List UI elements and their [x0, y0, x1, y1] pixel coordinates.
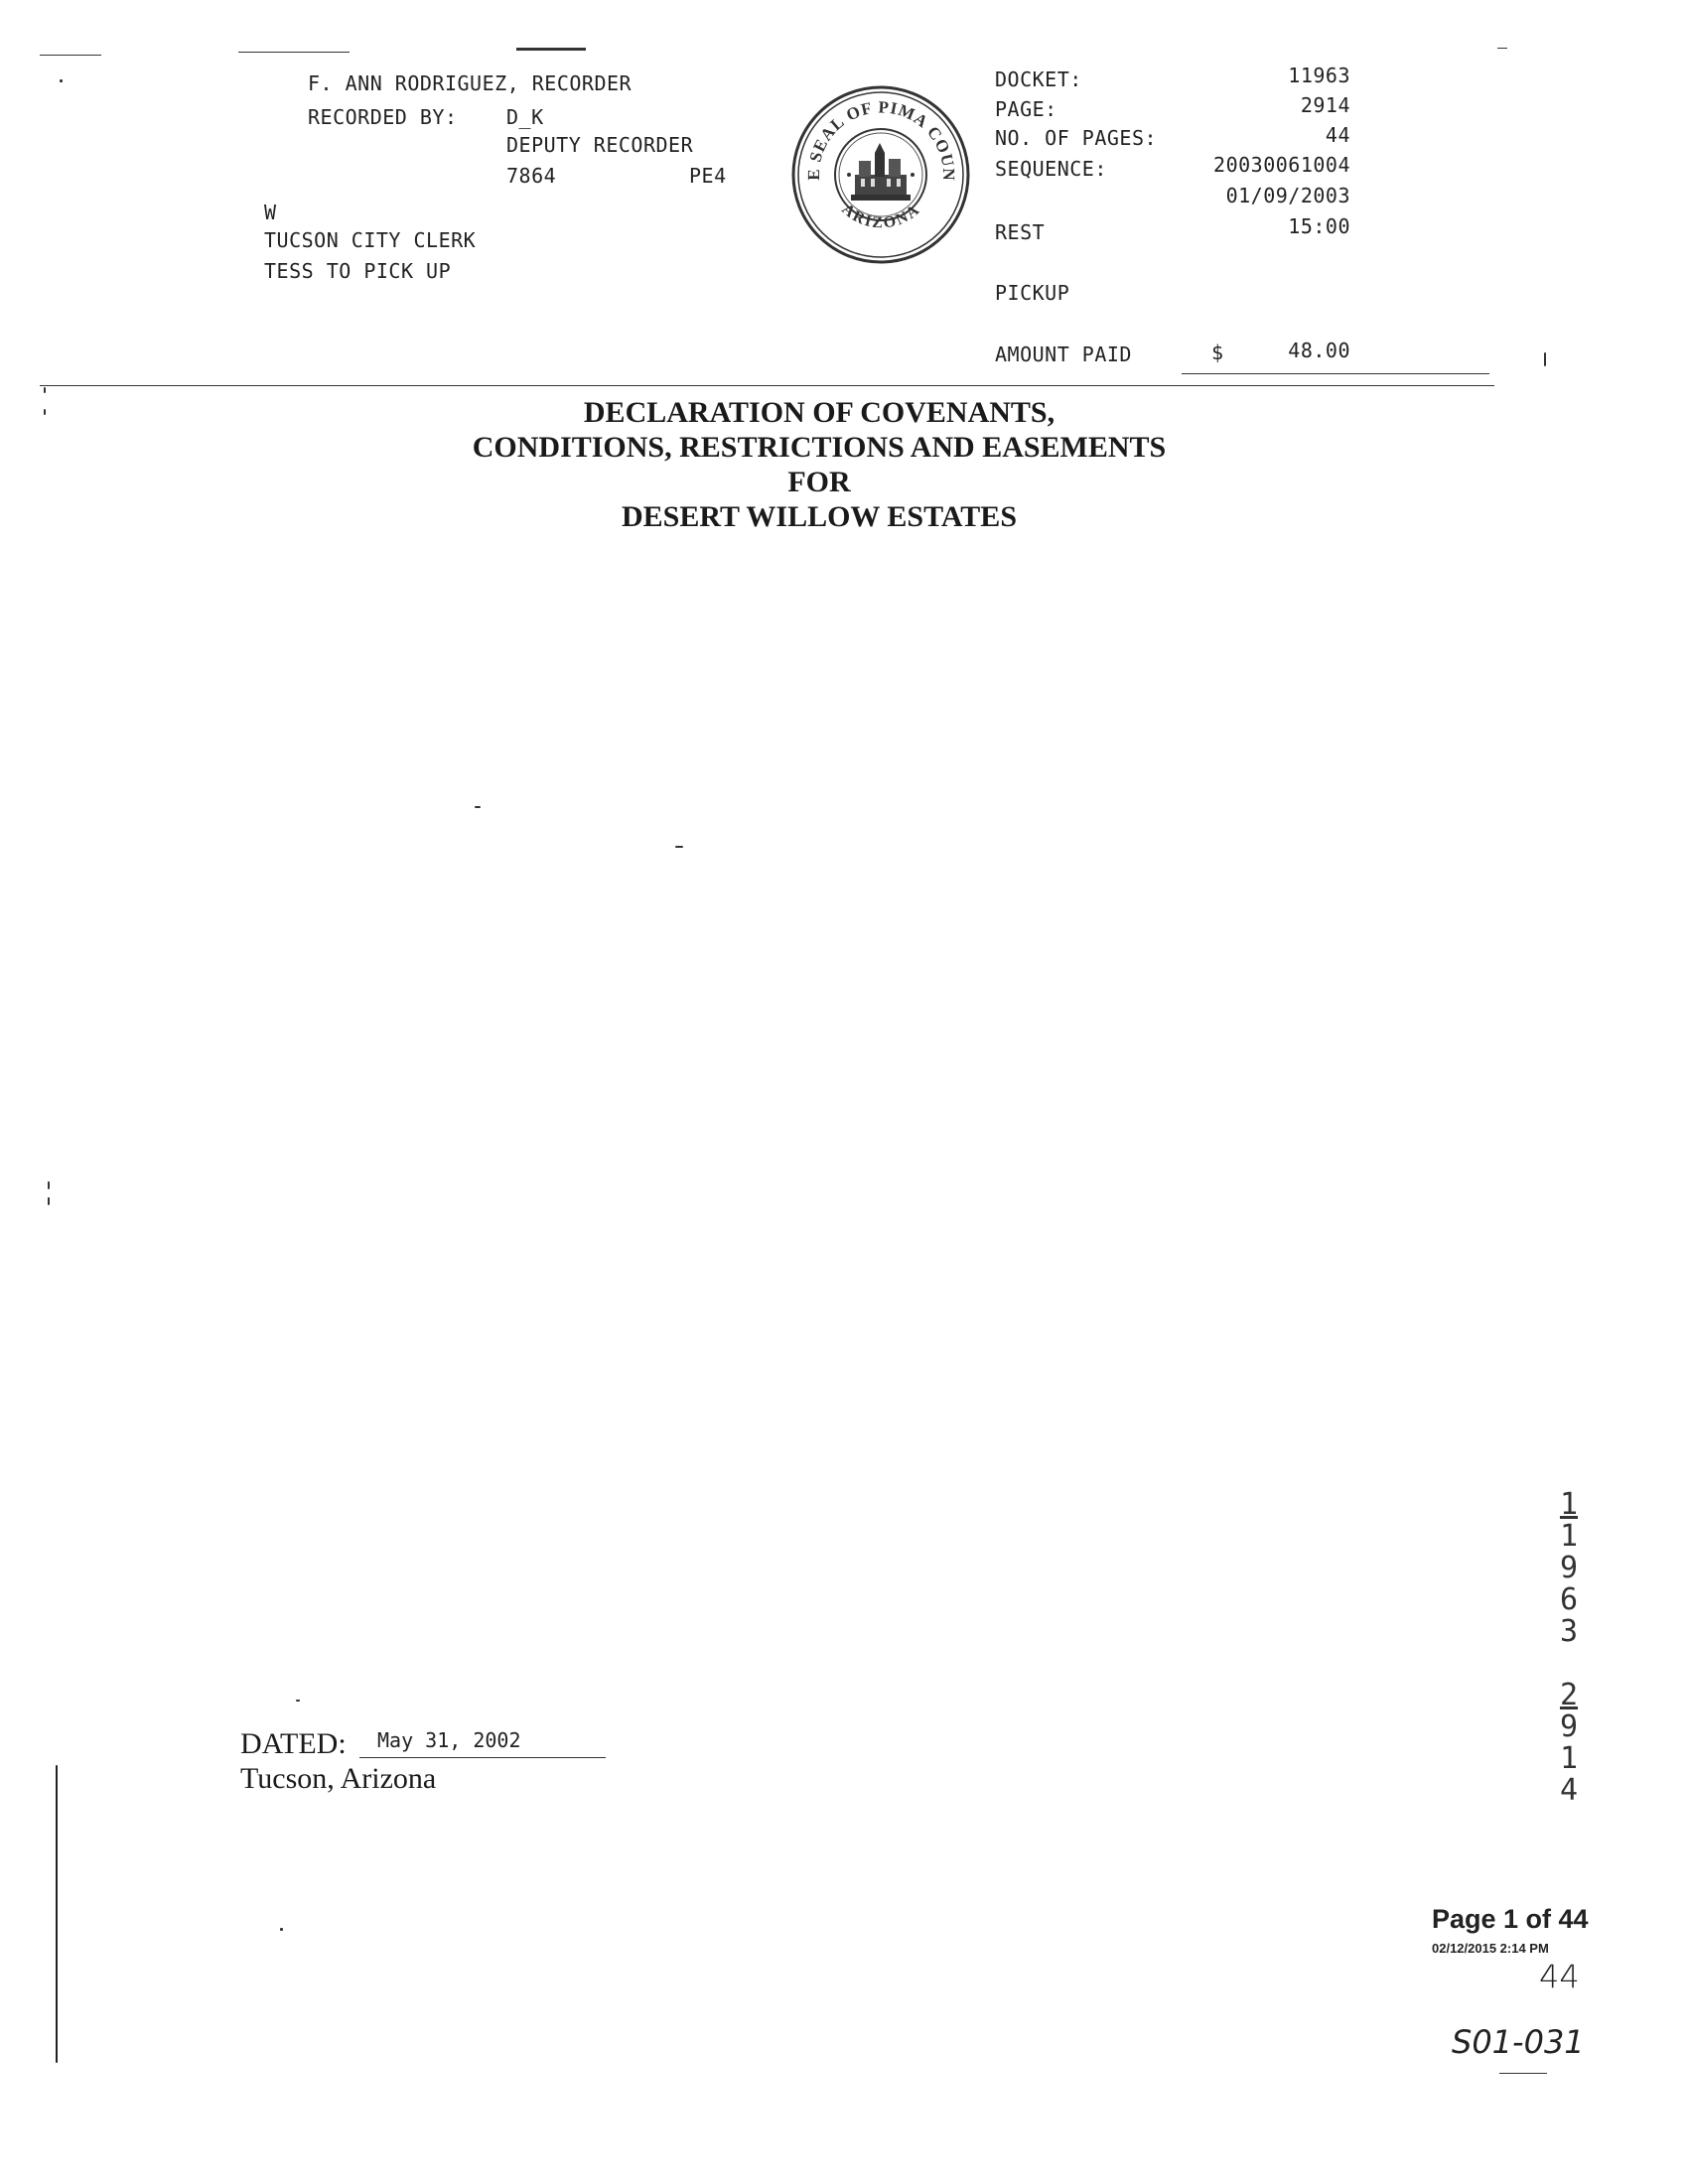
scan-speck [44, 387, 46, 393]
page-value: 2914 [1300, 93, 1350, 117]
svg-text:THE SEAL OF PIMA COUNTY [789, 83, 958, 182]
rest-label: REST [995, 220, 1046, 244]
page-label: PAGE: [995, 97, 1057, 121]
recorded-by-value: D_K [506, 105, 544, 129]
scan-mark-top-right [1497, 48, 1507, 49]
w-mark: W [264, 201, 277, 224]
handwritten-code: S01-031 [1452, 2023, 1585, 2061]
side-stamp-page [1554, 1680, 1584, 1807]
title-line-3: FOR [787, 466, 851, 498]
side-stamp-docket [1554, 1489, 1584, 1648]
side-digit: 9 [1559, 1551, 1579, 1585]
document-title [0, 395, 1638, 534]
handwritten-underline [1499, 2073, 1547, 2074]
amount-label: AMOUNT PAID [995, 342, 1132, 366]
title-line-4: DESERT WILLOW ESTATES [621, 500, 1017, 533]
recorder-code-1: 7864 [506, 164, 557, 188]
county-seal-icon [789, 83, 973, 267]
scan-speck [1544, 352, 1546, 366]
scan-speck [48, 1197, 50, 1205]
recorded-date: 01/09/2003 [1225, 184, 1350, 207]
amount-underline [1182, 373, 1489, 374]
pickup-label: PICKUP [995, 281, 1070, 305]
side-digit: 1 [1559, 1487, 1579, 1522]
scan-mark-top-left-2 [238, 52, 350, 53]
recorded-by-label: RECORDED BY: [308, 105, 458, 129]
dated-underline [359, 1757, 606, 1758]
print-timestamp: 02/12/2015 2:14 PM [1432, 1941, 1549, 1956]
scan-mark-top-center [516, 48, 586, 51]
recorder-code-2: PE4 [689, 164, 727, 188]
side-digit: 2 [1559, 1678, 1579, 1712]
addressee-line-1: TUCSON CITY CLERK [264, 228, 477, 252]
handwritten-count: 44 [1539, 1958, 1580, 1995]
recorder-line: F. ANN RODRIGUEZ, RECORDER [308, 71, 633, 95]
scan-speck [60, 79, 63, 82]
seal-top-text: E SEAL OF PIMA COUN [803, 97, 959, 182]
svg-text:ARIZONA [838, 201, 923, 231]
scan-mark-top-left [40, 55, 101, 56]
pages-value: 44 [1325, 123, 1350, 147]
scan-speck [48, 1181, 50, 1189]
scan-speck [475, 806, 481, 808]
docket-value: 11963 [1288, 64, 1350, 87]
margin-line [56, 1765, 58, 2063]
side-digit: 3 [1559, 1614, 1579, 1649]
sequence-label: SEQUENCE: [995, 157, 1107, 181]
side-digit: 6 [1559, 1582, 1579, 1617]
title-line-2: CONDITIONS, RESTRICTIONS AND EASEMENTS [472, 431, 1167, 464]
pages-label: NO. OF PAGES: [995, 126, 1158, 150]
side-digit: 1 [1559, 1519, 1579, 1554]
amount-currency: $ [1211, 341, 1224, 364]
deputy-line: DEPUTY RECORDER [506, 133, 694, 157]
dated-location: Tucson, Arizona [240, 1762, 437, 1795]
side-digit: 1 [1559, 1741, 1579, 1776]
scan-speck [280, 1928, 283, 1931]
side-digit: 9 [1559, 1709, 1579, 1744]
sequence-value: 20030061004 [1213, 153, 1350, 177]
title-line-1: DECLARATION OF COVENANTS, [583, 396, 1055, 429]
dated-value: May 31, 2002 [377, 1728, 521, 1752]
page-indicator: Page 1 of 44 [1432, 1904, 1589, 1934]
addressee-line-2: TESS TO PICK UP [264, 259, 452, 283]
side-digit: 4 [1559, 1773, 1579, 1808]
recorded-time: 15:00 [1288, 214, 1350, 238]
dated-label: DATED: [240, 1727, 347, 1760]
header-separator [40, 385, 1494, 386]
seal-bottom-text: ARIZONA [838, 201, 924, 232]
docket-label: DOCKET: [995, 68, 1082, 91]
scan-speck [296, 1700, 300, 1702]
scan-speck [675, 846, 683, 848]
amount-value: 48.00 [1288, 339, 1350, 362]
